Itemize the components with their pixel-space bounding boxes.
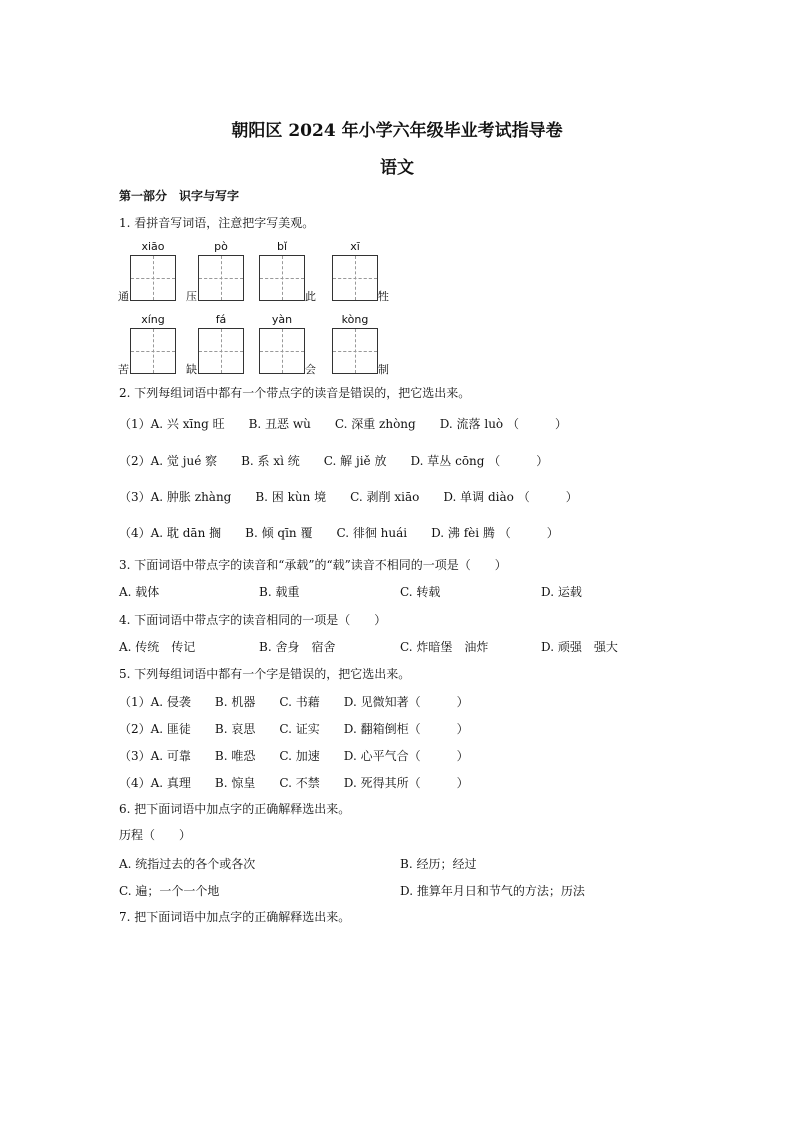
q6-option: C. 遍；一个一个地 [119,884,220,898]
q1-pinyin: pò [214,240,228,253]
q1-char: 通 [118,290,129,303]
q1-char: 此 [305,290,316,303]
q5-line: （3）A. 可靠 B. 唯恐 C. 加速 D. 心平气合（ ） [119,749,469,763]
writing-grid-box[interactable] [332,328,378,374]
writing-grid-box[interactable] [198,328,244,374]
writing-grid-box[interactable] [130,255,176,301]
q5-line: （2）A. 匪徒 B. 哀思 C. 证实 D. 翻箱倒柜（ ） [119,722,469,736]
q5-line: （4）A. 真理 B. 惊皇 C. 不禁 D. 死得其所（ ） [119,776,469,790]
q3-option: D. 运载 [541,585,582,599]
q1-pinyin: xī [350,240,360,253]
q2-line: （3）A. 肿胀 zhàng B. 困 kùn 境 C. 剥削 xiāo D. 单调 diào （ ） [119,490,578,504]
q1-char: 牲 [378,290,389,303]
exam-title: 朝阳区 2024 年小学六年级毕业考试指导卷 [231,121,563,141]
q1-char: 苦 [118,363,129,376]
q1-pinyin: xíng [141,313,165,326]
q3-option: B. 载重 [259,585,300,599]
q5-line: （1）A. 侵袭 B. 机器 C. 书藉 D. 见微知著（ ） [119,695,469,709]
q1-pinyin: kòng [341,313,369,326]
q2-line: （1）A. 兴 xīng 旺 B. 丑恶 wù C. 深重 zhòng D. 流落 luò （ ） [119,417,567,431]
q1-char: 制 [378,363,389,376]
q4-option: D. 顽强 强大 [541,640,618,654]
q3-prompt: 3. 下面词语中带点字的读音和“承载”的“载”读音不相同的一项是（ ） [119,558,507,572]
q1-char: 压 [186,290,197,303]
q4-prompt: 4. 下面词语中带点字的读音相同的一项是（ ） [119,613,387,627]
writing-grid-box[interactable] [259,328,305,374]
q1-char: 会 [305,363,316,376]
q3-option: A. 载体 [119,585,160,599]
q1-pinyin: yàn [271,313,293,326]
q6-option: B. 经历；经过 [400,857,477,871]
q3-option: C. 转载 [400,585,441,599]
q1-pinyin: fá [215,313,227,326]
q6-option: A. 统指过去的各个或各次 [119,857,256,871]
q6-word: 历程（ ） [119,828,192,842]
q6-option: D. 推算年月日和节气的方法；历法 [400,884,585,898]
q4-option: B. 舍身 宿舍 [259,640,336,654]
subject-title: 语文 [380,158,414,178]
q5-prompt: 5. 下列每组词语中都有一个字是错误的，把它选出来。 [119,667,411,681]
q1-pinyin: xiāo [141,240,165,253]
q7-prompt: 7. 把下面词语中加点字的正确解释选出来。 [119,910,351,924]
q1-prompt: 1. 看拼音写词语，注意把字写美观。 [119,216,315,230]
q4-option: C. 炸暗堡 油炸 [400,640,489,654]
writing-grid-box[interactable] [130,328,176,374]
q2-line: （4）A. 耽 dān 搁 B. 倾 qīn 覆 C. 徘徊 huái D. 沸 fèi 腾 （ ） [119,526,559,540]
writing-grid-box[interactable] [198,255,244,301]
q2-line: （2）A. 觉 jué 察 B. 系 xì 统 C. 解 jiě 放 D. 草丛 cōng （ ） [119,454,549,468]
q4-option: A. 传统 传记 [119,640,196,654]
q6-prompt: 6. 把下面词语中加点字的正确解释选出来。 [119,802,351,816]
q2-prompt: 2. 下列每组词语中都有一个带点字的读音是错误的，把它选出来。 [119,386,471,400]
q1-pinyin: bǐ [276,240,288,253]
writing-grid-box[interactable] [259,255,305,301]
writing-grid-box[interactable] [332,255,378,301]
q1-char: 缺 [186,363,197,376]
part-heading: 第一部分 识字与写字 [119,189,240,203]
